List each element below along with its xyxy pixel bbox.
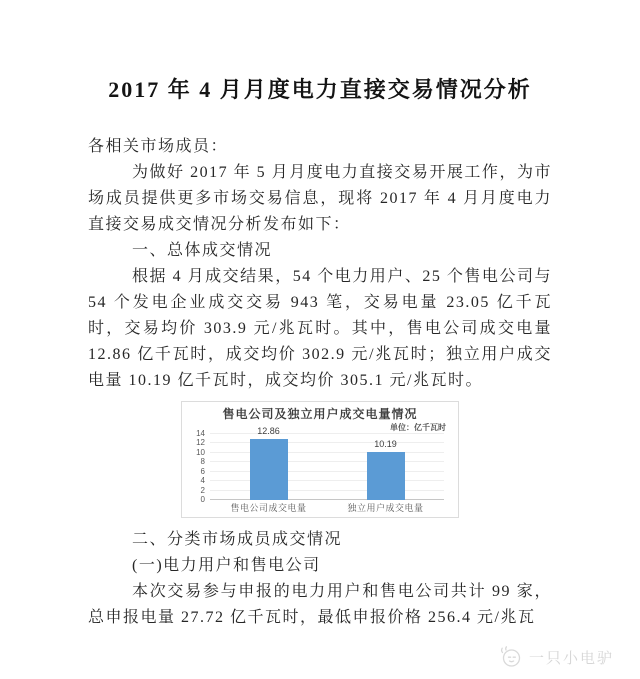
subsection-heading: (一)电力用户和售电公司 [132, 557, 321, 574]
x-category-label: 独立用户成交电量 [347, 503, 424, 513]
x-category-label: 售电公司成交电量 [230, 503, 307, 513]
gridline [210, 433, 444, 434]
y-tick-label: 6 [200, 466, 205, 476]
bar-chart [181, 401, 459, 518]
bar-value-label: 10.19 [374, 438, 397, 449]
chart-title: 售电公司及独立用户成交电量情况 [222, 407, 418, 421]
bar-value-label: 12.86 [257, 426, 280, 437]
y-tick-label: 2 [200, 485, 205, 495]
section-heading-2: 二、分类市场成员成交情况 [132, 531, 343, 548]
chart-x-labels [210, 501, 444, 514]
y-tick-label: 8 [200, 457, 205, 467]
chart-bar [250, 439, 288, 500]
gridline [210, 452, 444, 453]
watermark [498, 645, 614, 669]
y-tick-label: 10 [196, 447, 205, 457]
account-logo-icon [498, 645, 524, 669]
paragraph-intro: 为做好 2017 年 5 月月度电力直接交易开展工作，为市场成员提供更多市场交易信息，现将 2017 年 4 月月度电力直接交易成交情况分析发布如下： [88, 164, 552, 233]
gridline [210, 442, 444, 443]
chart-bar [367, 452, 405, 500]
y-tick-label: 0 [200, 495, 205, 504]
gridline [210, 471, 444, 472]
y-tick-label: 12 [196, 438, 205, 448]
y-tick-label: 14 [196, 429, 205, 438]
page-title: 2017 年 4 月月度电力直接交易情况分析 [108, 77, 532, 102]
gridline [210, 461, 444, 462]
watermark-label: 一只小电驴 [528, 649, 614, 667]
y-tick-label: 4 [200, 476, 205, 486]
paragraph-overall-results: 根据 4 月成交结果，54 个电力用户、25 个售电公司与 54 个发电企业成交交易 943 笔，交易电量 23.05 亿千瓦时，交易均价 303.9 元/兆瓦时。其中，售电公司成交电量 12.86 亿千瓦时，成交均价 302.9 元/兆瓦时；独立用户成交电量 10.19 亿千瓦时，成交均价 305.1 元/兆瓦时。 [88, 268, 552, 389]
paragraph-salutation: 各相关市场成员： [88, 138, 229, 155]
gridline [210, 490, 444, 491]
chart-unit-label: 单位：亿千瓦时 [390, 423, 446, 432]
x-axis-line [210, 499, 444, 500]
section-heading-1: 一、总体成交情况 [132, 242, 273, 259]
paragraph-declaration: 本次交易参与申报的电力用户和售电公司共计 99 家，总申报电量 27.72 亿千瓦时，最低申报价格 256.4 元/兆瓦 [88, 583, 552, 626]
gridline [210, 480, 444, 481]
